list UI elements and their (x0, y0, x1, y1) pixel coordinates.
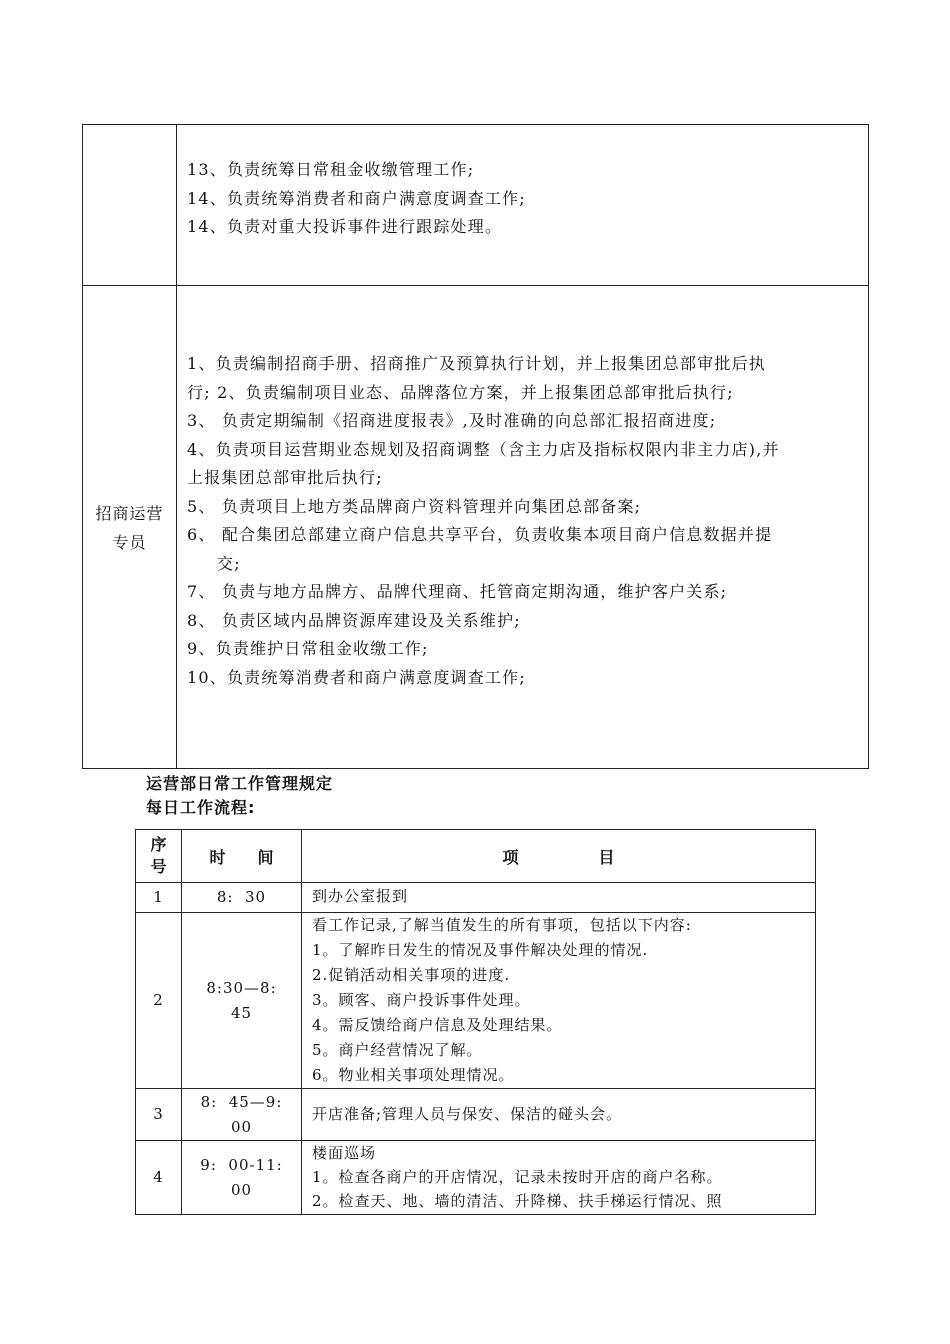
duties-row-specialist (187, 350, 857, 692)
duty-line: 1、负责编制招商手册、招商推广及预算执行计划，并上报集团总部审批后执 (187, 354, 766, 373)
section-subtitle: 每日工作流程: (146, 798, 256, 817)
duties-row-manager (187, 156, 857, 242)
seq-cell: 3 (153, 1105, 164, 1123)
duty-line: 7、 负责与地方品牌方、品牌代理商、托管商定期沟通，维护客户关系; (187, 582, 728, 601)
item-cell: 看工作记录,了解当值发生的所有事项，包括以下内容: 1。了解昨日发生的情况及事件解决处理的情况. 2.促销活动相关事项的进度. 3。顾客、商户投诉事件处理。 4。需反馈给商户信息及处理结果。 5。商户经营情况了解。 6。物业相关事项处理情况。 (312, 916, 692, 1084)
time-cell: 8: 30 (216, 888, 267, 906)
seq-cell: 1 (153, 888, 164, 906)
duty-item: 14、负责对重大投诉事件进行跟踪处理。 (187, 217, 503, 236)
time-cell: 9: 00-11: 00 (200, 1155, 283, 1199)
role-label: 招商运营 专员 (95, 504, 164, 552)
duty-line: 上报集团总部审批后执行; (187, 468, 383, 487)
duty-line: 10、负责统筹消费者和商户满意度调查工作; (187, 667, 526, 687)
duty-item: 13、负责统筹日常租金收缴管理工作; (187, 160, 475, 179)
duty-line: 行; 2、负责编制项目业态、品牌落位方案，并上报集团总部审批后执行; (187, 382, 734, 402)
duty-line: 5、 负责项目上地方类品牌商户资料管理并向集团总部备案; (187, 496, 642, 516)
header-item: 项 目 (502, 847, 615, 867)
duty-item: 14、负责统筹消费者和商户满意度调查工作; (187, 188, 526, 208)
time-cell: 8: 45—9: 00 (200, 1092, 283, 1136)
duty-line: 交; (217, 553, 241, 573)
duty-line: 6、 配合集团总部建立商户信息共享平台，负责收集本项目商户信息数据并提 (187, 525, 773, 544)
header-time: 时 间 (209, 847, 274, 867)
item-cell: 到办公室报到 (312, 887, 409, 905)
seq-cell: 2 (153, 991, 164, 1009)
seq-cell: 4 (153, 1168, 164, 1186)
item-cell: 楼面巡场 1。检查各商户的开店情况，记录未按时开店的商户名称。 2。检查天、地、墙的清洁、升降梯、扶手梯运行情况、照 (312, 1144, 723, 1210)
duty-line: 8、 负责区域内品牌资源库建设及关系维护; (187, 610, 521, 630)
section-title: 运营部日常工作管理规定 (146, 774, 334, 793)
duty-line: 4、负责项目运营期业态规划及招商调整（含主力店及指标权限内非主力店),并 (187, 439, 780, 459)
duty-line: 9、负责维护日常租金收缴工作; (187, 639, 429, 658)
item-cell: 开店准备;管理人员与保安、保洁的碰头会。 (312, 1105, 623, 1123)
time-cell: 8:30—8: 45 (206, 978, 277, 1022)
duty-line: 3、 负责定期编制《招商进度报表》,及时准确的向总部汇报招商进度; (187, 411, 717, 430)
header-seq: 序 号 (150, 835, 167, 876)
